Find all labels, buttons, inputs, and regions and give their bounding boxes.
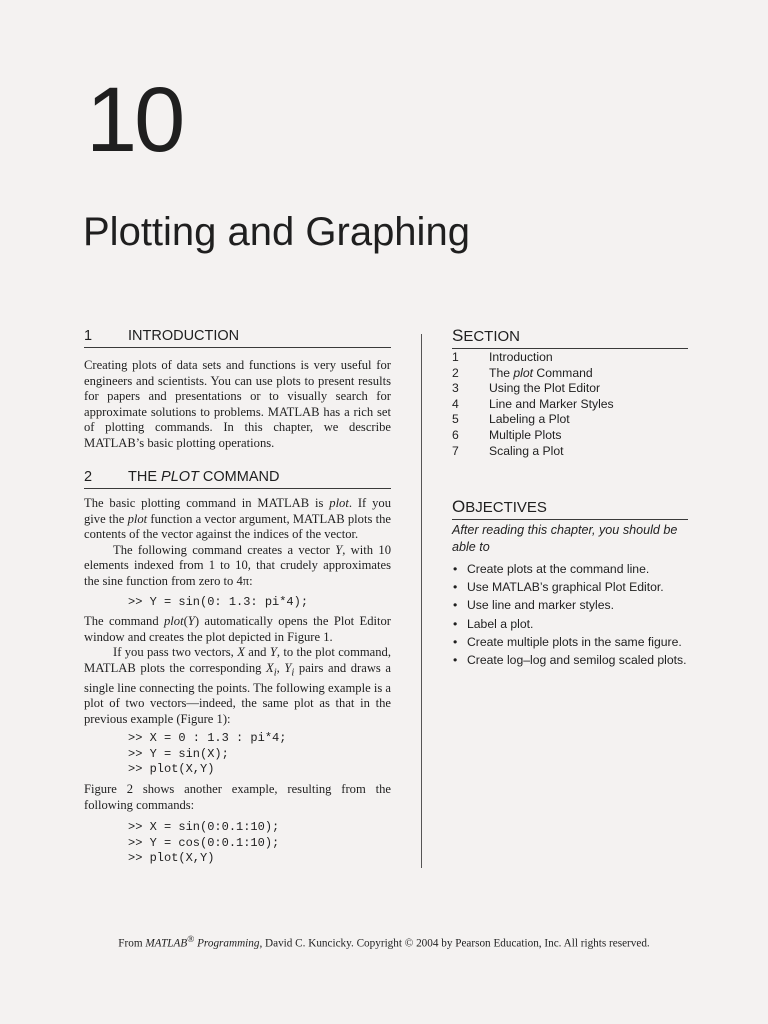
heading-rest: ECTION [463, 328, 521, 345]
list-item: • Create plots at the command line. [453, 562, 650, 576]
plot-command-paragraphs-1 [84, 496, 391, 590]
section-heading-plot-command [84, 468, 391, 489]
list-item: • Create multiple plots in the same figure. [453, 634, 682, 649]
sidebar-section-heading [452, 326, 688, 349]
list-item: 3 Using the Plot Editor [452, 381, 601, 396]
bullet-icon: • [453, 652, 458, 667]
list-item: 5 Labeling a Plot [452, 412, 570, 427]
paragraph-text: Creating plots of data sets and functions is very useful for engineers and scientists. You can use plots to present results for papers and presentations or to visually search for approximate solutions to problems. MATLAB has a rich set of plotting commands. In this chapter, we describe MATLAB’s basic plotting operations. [84, 358, 391, 450]
section-title: INTRODUCTION [128, 328, 240, 344]
section-title [128, 468, 279, 486]
chapter-number: 10 [86, 69, 183, 171]
code-block-3: >> X = sin(0:0.1:10); >> Y = cos(0:0.1:10); >> plot(X,Y) [128, 820, 280, 865]
bullet-icon: • [453, 616, 458, 631]
code-block-2: >> X = 0 : 1.3 : pi*4; >> Y = sin(X); >> plot(X,Y) [128, 731, 287, 776]
section-title-part: THE [128, 469, 162, 485]
objectives-list [452, 561, 688, 670]
list-item: • Use MATLAB’s graphical Plot Editor. [453, 580, 664, 595]
objectives-intro: After reading this chapter, you should be able to [452, 523, 678, 554]
list-item: 4 Line and Marker Styles [452, 396, 614, 411]
section-list [452, 350, 688, 459]
copyright-footer: From MATLAB® Programming, David C. Kuncicky. Copyright © 2004 by Pearson Education, Inc. All rights reserved. [118, 935, 650, 950]
heading-initial: S [452, 326, 464, 345]
code-block-1: >> Y = sin(0: 1.3: pi*4); [128, 595, 309, 609]
paragraph-text: The following command creates a vector Y, with 10 elements indexed from 1 to 10, that crudely approximates the sine function from zero to 4π: [84, 542, 391, 588]
column-divider [421, 334, 422, 868]
plot-command-paragraphs-3 [84, 782, 391, 813]
paragraph-text: The basic plotting command in MATLAB is plot. If you give the plot function a vector argument, MATLAB plots the contents of the vector against the indices of the vector. [84, 496, 391, 542]
list-item: • Label a plot. [453, 616, 534, 631]
section-number: 2 [84, 469, 93, 485]
section-number: 1 [84, 328, 93, 344]
section-title-italic: PLOT [161, 469, 199, 485]
paragraph-text: If you pass two vectors, X and Y, to the plot command, MATLAB plots the corresponding $X_i$, $Y_i$ pairs and draws a single line connecting the points. The following example is a plot of two vectors—indeed, the same plot as that in the previous example (Figure 1): [84, 645, 392, 727]
plot-command-paragraphs-2 [84, 614, 391, 728]
paragraph-text: Figure 2 shows another example, resulting from the following commands: [84, 782, 391, 812]
bullet-icon: • [453, 598, 458, 613]
section-title-part: COMMAND [198, 469, 280, 485]
introduction-paragraph [84, 358, 391, 452]
list-item: 2 The plot Command [452, 365, 593, 380]
list-item: • Create log–log and semilog scaled plots. [453, 652, 687, 667]
sidebar-objectives-heading [452, 497, 688, 520]
heading-initial: O [452, 497, 466, 516]
bullet-icon: • [453, 562, 458, 576]
section-heading-introduction [84, 327, 391, 348]
heading-rest: BJECTIVES [465, 499, 547, 516]
list-item: 6 Multiple Plots [452, 427, 562, 442]
bullet-icon: • [453, 634, 458, 649]
list-item: 7 Scaling a Plot [452, 443, 564, 458]
chapter-title: Plotting and Graphing [83, 210, 470, 254]
paragraph-text: The command plot(Y) automatically opens the Plot Editor window and creates the plot depicted in Figure 1. [84, 614, 391, 644]
list-item: 1 Introduction [452, 350, 553, 364]
bullet-icon: • [453, 580, 458, 595]
list-item: • Use line and marker styles. [453, 598, 614, 613]
